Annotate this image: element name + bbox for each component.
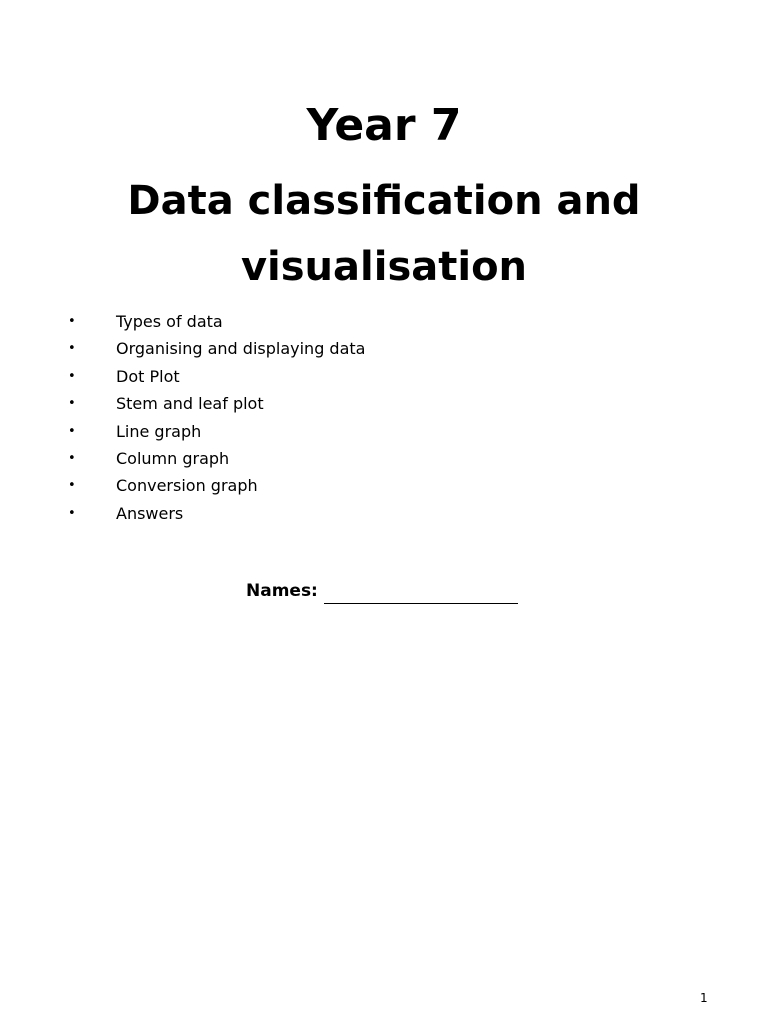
topic-item <box>0 500 768 527</box>
topic-list <box>0 308 768 527</box>
bullet-icon: • <box>68 314 76 329</box>
topic-label: Answers <box>116 503 184 523</box>
names-field <box>246 578 518 604</box>
topic-item <box>0 418 768 445</box>
topic-item <box>0 445 768 472</box>
topic-label: Column graph <box>116 448 230 468</box>
bullet-icon: • <box>68 368 76 384</box>
topic-item <box>0 472 768 499</box>
topic-label: Line graph <box>116 421 202 441</box>
topic-label: Types of data <box>116 312 223 331</box>
names-blank-line <box>324 583 518 604</box>
document-title: Data classification and visualisation <box>127 178 641 290</box>
bullet-icon: • <box>68 450 76 466</box>
topic-item <box>0 363 768 390</box>
bullet-icon: • <box>68 423 76 439</box>
names-label: Names: <box>246 581 318 601</box>
topic-item <box>0 335 768 362</box>
page-number: 1 <box>700 991 708 1005</box>
bullet-icon: • <box>68 505 76 521</box>
bullet-icon: • <box>68 341 76 357</box>
bullet-icon: • <box>68 478 76 494</box>
year-heading: Year 7 <box>306 100 462 151</box>
topic-label: Dot Plot <box>116 366 180 386</box>
topic-label: Stem and leaf plot <box>116 394 264 414</box>
topic-item <box>0 390 768 417</box>
topic-label: Organising and displaying data <box>116 339 366 359</box>
topic-label: Conversion graph <box>116 476 258 496</box>
topic-item <box>0 308 768 335</box>
bullet-icon: • <box>68 396 76 412</box>
